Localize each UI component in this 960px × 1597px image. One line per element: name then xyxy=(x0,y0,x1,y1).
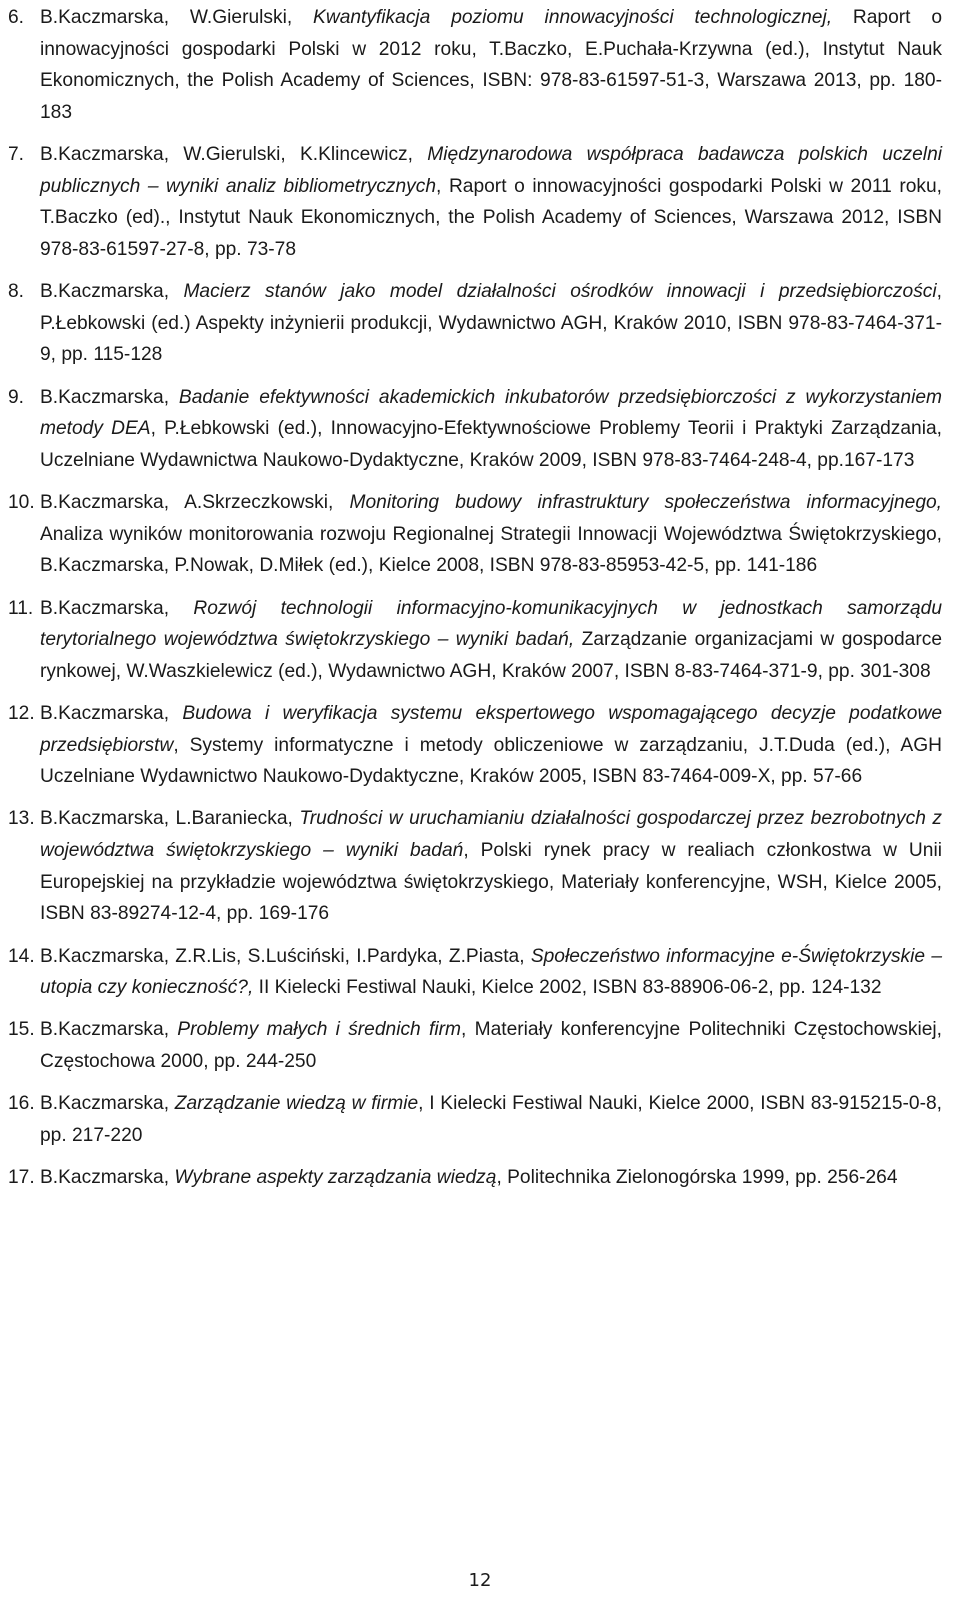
reference-text xyxy=(40,492,942,576)
reference-details: B.Kaczmarska, xyxy=(40,281,184,303)
reference-details: B.Kaczmarska, xyxy=(40,1167,175,1189)
reference-details: B.Kaczmarska, xyxy=(40,703,183,724)
reference-details: , I Kielecki Festiwal Nauki, Kielce 2000, ISBN 83-915215-0-8, pp. 217-220 xyxy=(40,1093,942,1146)
reference-number: 11. xyxy=(8,597,34,619)
reference-number: 17. xyxy=(8,1167,35,1189)
reference-text xyxy=(40,281,942,365)
reference-details: B.Kaczmarska, A.Skrzeczkowski, xyxy=(40,492,350,514)
reference-number: 6. xyxy=(8,7,25,28)
reference-number: 12. xyxy=(8,703,35,724)
reference-title: Zarządzanie wiedzą w firmie xyxy=(174,1093,419,1115)
reference-details: , Raport o innowacyjności gospodarki Polski w 2011 roku, T.Baczko (ed)., Instytut Nauk Ekonomicznych, the Polish Academy of Sciences, Warszawa 2012, ISBN 978-83-61597-27-8, pp. 73-78 xyxy=(40,175,942,260)
reference-number: 16. xyxy=(8,1093,35,1115)
reference-details: , Systemy informatyczne i metody obliczeniowe w zarządzaniu, J.T.Duda (ed.), AGH Uczelniane Wydawnictwo Naukowo-Dydaktyczne, Kraków 2005, ISBN 83-7464-009-X, pp. 57-66 xyxy=(40,734,942,788)
reference-number: 14. xyxy=(8,945,35,967)
reference-number: 15. xyxy=(8,1019,35,1041)
reference-item xyxy=(8,941,942,1004)
reference-item xyxy=(8,1088,942,1151)
reference-details: B.Kaczmarska, W.Gierulski, xyxy=(40,7,314,28)
reference-item xyxy=(8,803,942,929)
reference-text xyxy=(40,946,942,999)
reference-title: Wybrane aspekty zarządzania wiedzą xyxy=(174,1167,497,1189)
page-number: 12 xyxy=(468,1570,492,1591)
reference-text xyxy=(40,7,942,123)
reference-item xyxy=(8,2,942,128)
reference-item xyxy=(8,698,942,793)
reference-details: , P.Łebkowski (ed.), Innowacyjno-Efektywnościowe Problemy Teorii i Praktyki Zarządzania, Uczelniane Wydawnictwa Naukowo-Dydaktyczne, Kraków 2009, ISBN 978-83-7464-248-4, pp.167-173 xyxy=(40,418,942,471)
reference-item xyxy=(8,1014,942,1077)
reference-details: B.Kaczmarska, xyxy=(40,597,194,619)
reference-details: , Politechnika Zielonogórska 1999, pp. 256-264 xyxy=(496,1167,898,1189)
reference-text xyxy=(40,808,942,924)
reference-title: Budowa i weryfikacja systemu ekspertowego wspomagającego decyzje podatkowe przedsiębiorstw xyxy=(40,703,942,756)
reference-details: II Kielecki Festiwal Nauki, Kielce 2002, ISBN 83-88906-06-2, pp. 124-132 xyxy=(253,977,882,999)
reference-text xyxy=(40,1167,898,1188)
reference-number: 13. xyxy=(8,808,35,830)
reference-title: Kwantyfikacja poziomu innowacyjności technologicznej, xyxy=(313,7,833,28)
reference-details: , Materiały konferencyjne Politechniki Częstochowskiej, Częstochowa 2000, pp. 244-250 xyxy=(40,1019,942,1072)
reference-details: B.Kaczmarska, W.Gierulski, K.Klincewicz, xyxy=(40,144,428,166)
reference-text xyxy=(40,144,942,260)
reference-number: 10. xyxy=(8,492,35,514)
reference-details: , P.Łebkowski (ed.) Aspekty inżynierii produkcji, Wydawnictwo AGH, Kraków 2010, ISBN 978-83-7464-371-9, pp. 115-128 xyxy=(40,281,942,366)
reference-number: 7. xyxy=(8,144,25,166)
reference-title: Problemy małych i średnich firm xyxy=(177,1019,461,1041)
reference-details: B.Kaczmarska, xyxy=(40,1093,175,1115)
reference-details: B.Kaczmarska, xyxy=(40,1019,178,1041)
reference-title: Monitoring budowy infrastruktury społeczeństwa informacyjnego, xyxy=(349,492,942,514)
reference-item xyxy=(8,1162,942,1194)
reference-title: Społeczeństwo informacyjne e-Świętokrzyskie – utopia czy konieczność?, xyxy=(40,945,942,999)
reference-details: Raport o innowacyjności gospodarki Polski w 2012 roku, T.Baczko, E.Puchała-Krzywna (ed.), Instytut Nauk Ekonomicznych, the Polish Academy of Sciences, ISBN: 978-83-61597-51-3, Warszawa 2013, pp. 180-183 xyxy=(40,7,942,123)
reference-text xyxy=(40,387,942,471)
reference-item xyxy=(8,593,942,688)
reference-text xyxy=(40,1093,942,1146)
reference-details: B.Kaczmarska, xyxy=(40,386,179,408)
reference-list xyxy=(8,2,942,1204)
reference-details: B.Kaczmarska, Z.R.Lis, S.Luściński, I.Pardyka, Z.Piasta, xyxy=(40,945,531,967)
reference-details: B.Kaczmarska, L.Baraniecka, xyxy=(40,808,300,830)
reference-details: Zarządzanie organizacjami w gospodarce rynkowej, W.Waszkielewicz (ed.), Wydawnictwo AGH, Kraków 2007, ISBN 8-83-7464-371-9, pp. 301-308 xyxy=(40,629,943,682)
reference-details: Analiza wyników monitorowania rozwoju Regionalnej Strategii Innowacji Województwa Świętokrzyskiego, B.Kaczmarska, P.Nowak, D.Miłek (ed.), Kielce 2008, ISBN 978-83-85953-42-5, pp. 141-186 xyxy=(40,523,942,577)
reference-title: Międzynarodowa współpraca badawcza polskich uczelni publicznych – wyniki analiz bibliometrycznych xyxy=(40,144,943,197)
reference-title: Badanie efektywności akademickich inkubatorów przedsiębiorczości z wykorzystaniem metody DEA xyxy=(40,386,943,440)
reference-details: , Polski rynek pracy w realiach członkostwa w Unii Europejskiej na przykładzie województwa świętokrzyskiego, Materiały konferencyjne, WSH, Kielce 2005, ISBN 83-89274-12-4, pp. 169-176 xyxy=(40,840,942,925)
reference-item xyxy=(8,382,942,477)
reference-number: 9. xyxy=(8,386,25,408)
reference-title: Macierz stanów jako model działalności ośrodków innowacji i przedsiębiorczości xyxy=(183,281,937,303)
reference-item xyxy=(8,139,942,265)
reference-title: Rozwój technologii informacyjno-komunikacyjnych w jednostkach samorządu terytorialnego województwa świętokrzyskiego – wyniki badań, xyxy=(40,597,942,651)
reference-number: 8. xyxy=(8,281,25,303)
reference-text xyxy=(40,703,942,787)
reference-item xyxy=(8,276,942,371)
reference-text xyxy=(40,598,942,682)
reference-title: Trudności w uruchamianiu działalności gospodarczej przez bezrobotnych z województwa świętokrzyskiego – wyniki badań xyxy=(40,808,942,862)
reference-text xyxy=(40,1019,942,1072)
reference-item xyxy=(8,487,942,582)
